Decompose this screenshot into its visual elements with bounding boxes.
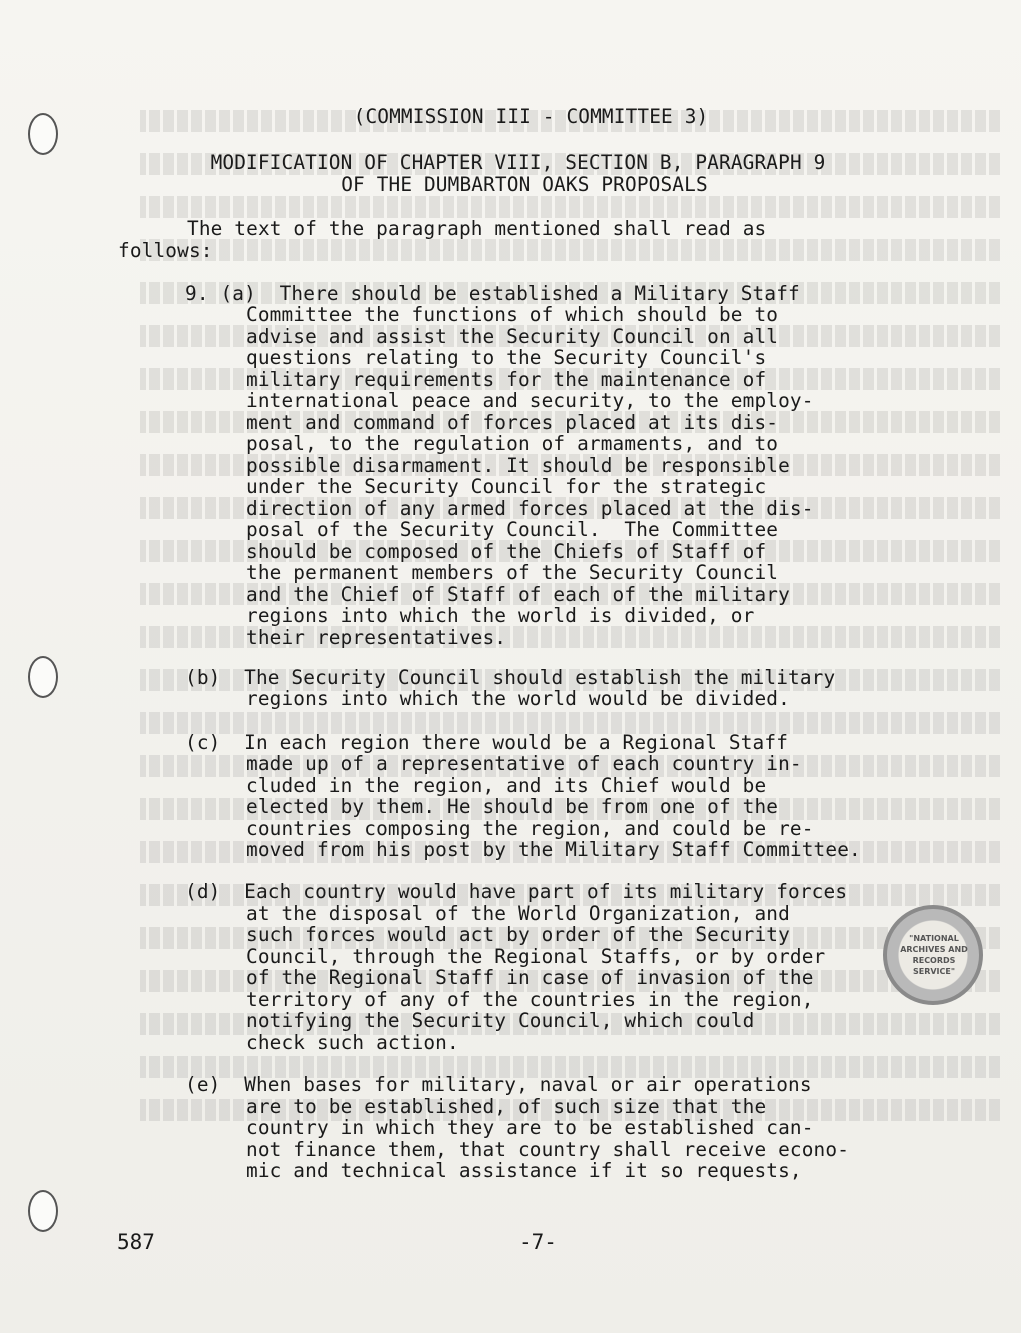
para-e-line: country in which they are to be established can- — [246, 1116, 814, 1139]
para-a-line: and the Chief of Staff of each of the military — [246, 583, 790, 606]
punch-hole-icon — [28, 656, 58, 698]
para-a-line: regions into which the world is divided, or — [246, 604, 755, 627]
para-a-line: their representatives. — [246, 626, 507, 649]
para-c-line: countries composing the region, and could be re- — [246, 817, 814, 840]
commission-heading: (COMMISSION III - COMMITTEE 3) — [353, 105, 709, 128]
para-a-line: ment and command of forces placed at its dis- — [246, 411, 779, 434]
para-b-line: regions into which the world would be divided. — [246, 687, 790, 710]
para-d-line: (d) Each country would have part of its military forces — [185, 880, 848, 903]
archives-stamp — [883, 905, 983, 1005]
para-d-line: at the disposal of the World Organization, and — [246, 902, 790, 925]
para-a-line: military requirements for the maintenance of — [246, 368, 767, 391]
para-e-line: (e) When bases for military, naval or air operations — [185, 1073, 812, 1096]
title-line-2: OF THE DUMBARTON OAKS PROPOSALS — [341, 173, 708, 196]
page-number: -7- — [519, 1230, 557, 1254]
para-e-line: not finance them, that country shall receive econo- — [246, 1138, 850, 1161]
para-a-line: 9. (a) There should be established a Military Staff — [185, 282, 800, 305]
para-a-line: the permanent members of the Security Council — [246, 561, 779, 584]
para-d-line: such forces would act by order of the Security — [246, 923, 790, 946]
para-e-line: are to be established, of such size that the — [246, 1095, 767, 1118]
para-c-line: made up of a representative of each country in- — [246, 752, 802, 775]
para-e-line: mic and technical assistance if it so requests, — [246, 1159, 802, 1182]
para-d-line: Council, through the Regional Staffs, or by order — [246, 945, 826, 968]
para-d-line: of the Regional Staff in case of invasion of the — [246, 966, 814, 989]
stamp-line: RECORDS — [912, 956, 956, 965]
para-d-line: notifying the Security Council, which could — [246, 1009, 755, 1032]
stamp-line: SERVICE" — [912, 967, 956, 976]
para-b-line: (b) The Security Council should establish the military — [185, 666, 836, 689]
para-a-line: direction of any armed forces placed at the dis- — [246, 497, 814, 520]
title-line-1: MODIFICATION OF CHAPTER VIII, SECTION B, PARAGRAPH 9 — [210, 151, 826, 174]
para-a-line: posal, to the regulation of armaments, and to — [246, 432, 779, 455]
para-a-line: Committee the functions of which should be to — [246, 303, 779, 326]
document-number: 587 — [117, 1230, 155, 1254]
para-c-line: cluded in the region, and its Chief would be — [246, 774, 767, 797]
para-a-line: posal of the Security Council. The Committee — [246, 518, 779, 541]
para-a-line: international peace and security, to the employ- — [246, 389, 814, 412]
para-a-line: possible disarmament. It should be responsible — [246, 454, 790, 477]
para-c-line: elected by them. He should be from one of the — [246, 795, 779, 818]
para-a-line: should be composed of the Chiefs of Staff of — [246, 540, 767, 563]
stamp-line: "NATIONAL — [909, 934, 959, 943]
para-a-line: under the Security Council for the strategic — [246, 475, 767, 498]
para-a-line: advise and assist the Security Council on all — [246, 325, 779, 348]
stamp-line: ARCHIVES AND — [900, 945, 968, 954]
intro-line-1: The text of the paragraph mentioned shall read as — [187, 217, 767, 240]
para-c-line: moved from his post by the Military Staff Committee. — [246, 838, 861, 861]
para-c-line: (c) In each region there would be a Regional Staff — [185, 731, 789, 754]
para-a-line: questions relating to the Security Council's — [246, 346, 767, 369]
para-d-line: check such action. — [246, 1031, 459, 1054]
para-d-line: territory of any of the countries in the region, — [246, 988, 814, 1011]
punch-hole-icon — [28, 1190, 58, 1232]
intro-line-2: follows: — [118, 239, 213, 262]
